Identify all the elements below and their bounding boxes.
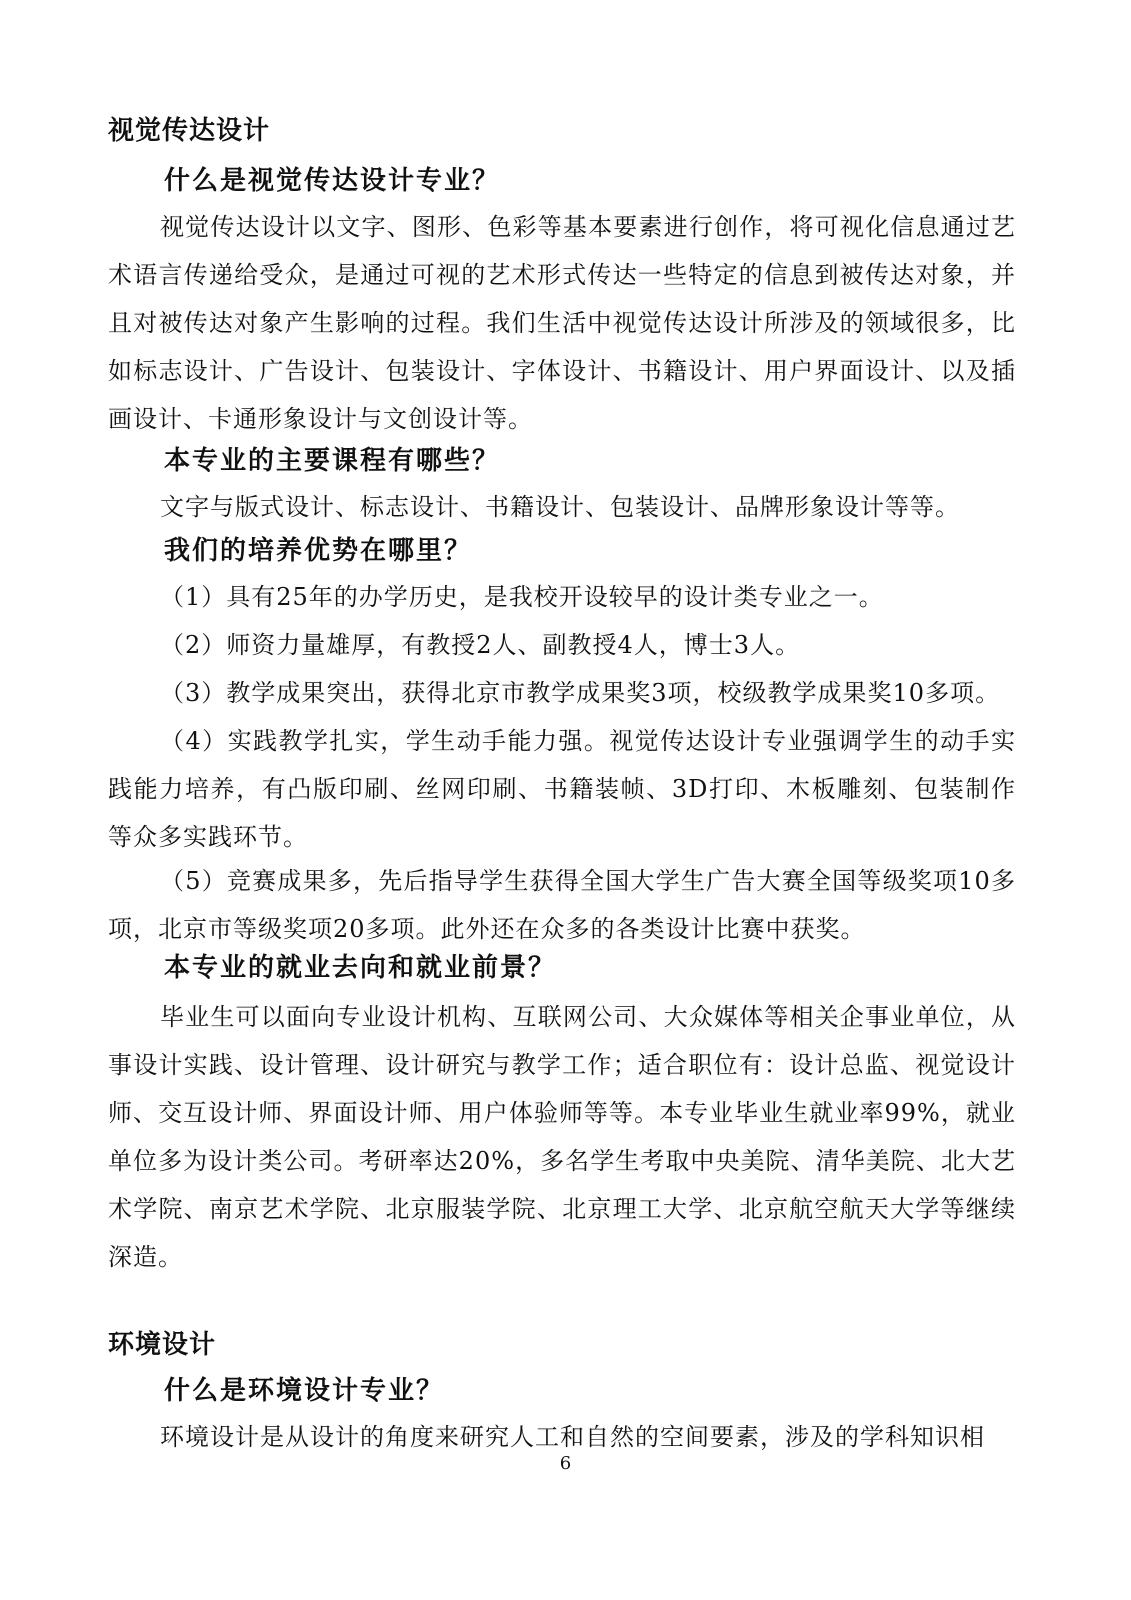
paragraph-major-description: 视觉传达设计以文字、图形、色彩等基本要素进行创作，将可视化信息通过艺术语言传递给受众，是通过可视的艺术形式传达一些特定的信息到被传达对象，并且对被传达对象产生影响的过程。我们生活中视觉传达设计所涉及的领域很多，比如标志设计、广告设计、包装设计、字体设计、书籍设计、用户界面设计、以及插画设计、卡通形象设计与文创设计等。 [108, 213, 1016, 433]
question-what-is-major: 什么是视觉传达设计专业？ [164, 166, 501, 196]
advantage-item: （1）具有25年的办学历史，是我校开设较早的设计类专业之一。 [160, 583, 884, 611]
section-title-visual-communication: 视觉传达设计 [108, 116, 271, 146]
question-employment: 本专业的就业去向和就业前景？ [164, 953, 557, 983]
paragraph-main-courses: 文字与版式设计、标志设计、书籍设计、包装设计、品牌形象设计等等。 [160, 493, 960, 521]
question-main-courses: 本专业的主要课程有哪些？ [164, 446, 501, 476]
paragraph-employment: 毕业生可以面向专业设计机构、互联网公司、大众媒体等相关企事业单位，从事设计实践、设计管理、设计研究与教学工作；适合职位有：设计总监、视觉设计师、交互设计师、界面设计师、用户体验师等等。本专业毕业生就业率99%，就业单位多为设计类公司。考研率达20%，多名学生考取中央美院、清华美院、北大艺术学院、南京艺术学院、北京服装学院、北京理工大学、北京航空航天大学等继续深造。 [108, 1003, 1016, 1271]
advantage-item: （4）实践教学扎实，学生动手能力强。视觉传达设计专业强调学生的动手实践能力培养，有凸版印刷、丝网印刷、书籍装帧、3D打印、木板雕刻、包装制作等众多实践环节。 [108, 727, 1016, 851]
section-title-environment-design: 环境设计 [108, 1330, 217, 1360]
paragraph-environment-description: 环境设计是从设计的角度来研究人工和自然的空间要素，涉及的学科知识相 [160, 1423, 985, 1451]
question-training-advantages: 我们的培养优势在哪里？ [164, 536, 473, 566]
advantage-item: （3）教学成果突出，获得北京市教学成果奖3项，校级教学成果奖10多项。 [160, 679, 1001, 707]
advantage-item: （5）竞赛成果多，先后指导学生获得全国大学生广告大赛全国等级奖项10多项，北京市等级奖项20多项。此外还在众多的各类设计比赛中获奖。 [108, 867, 1016, 943]
question-what-is-environment-design: 什么是环境设计专业？ [164, 1376, 445, 1406]
page-number: 6 [559, 1453, 572, 1474]
advantage-item: （2）师资力量雄厚，有教授2人、副教授4人，博士3人。 [160, 631, 801, 659]
